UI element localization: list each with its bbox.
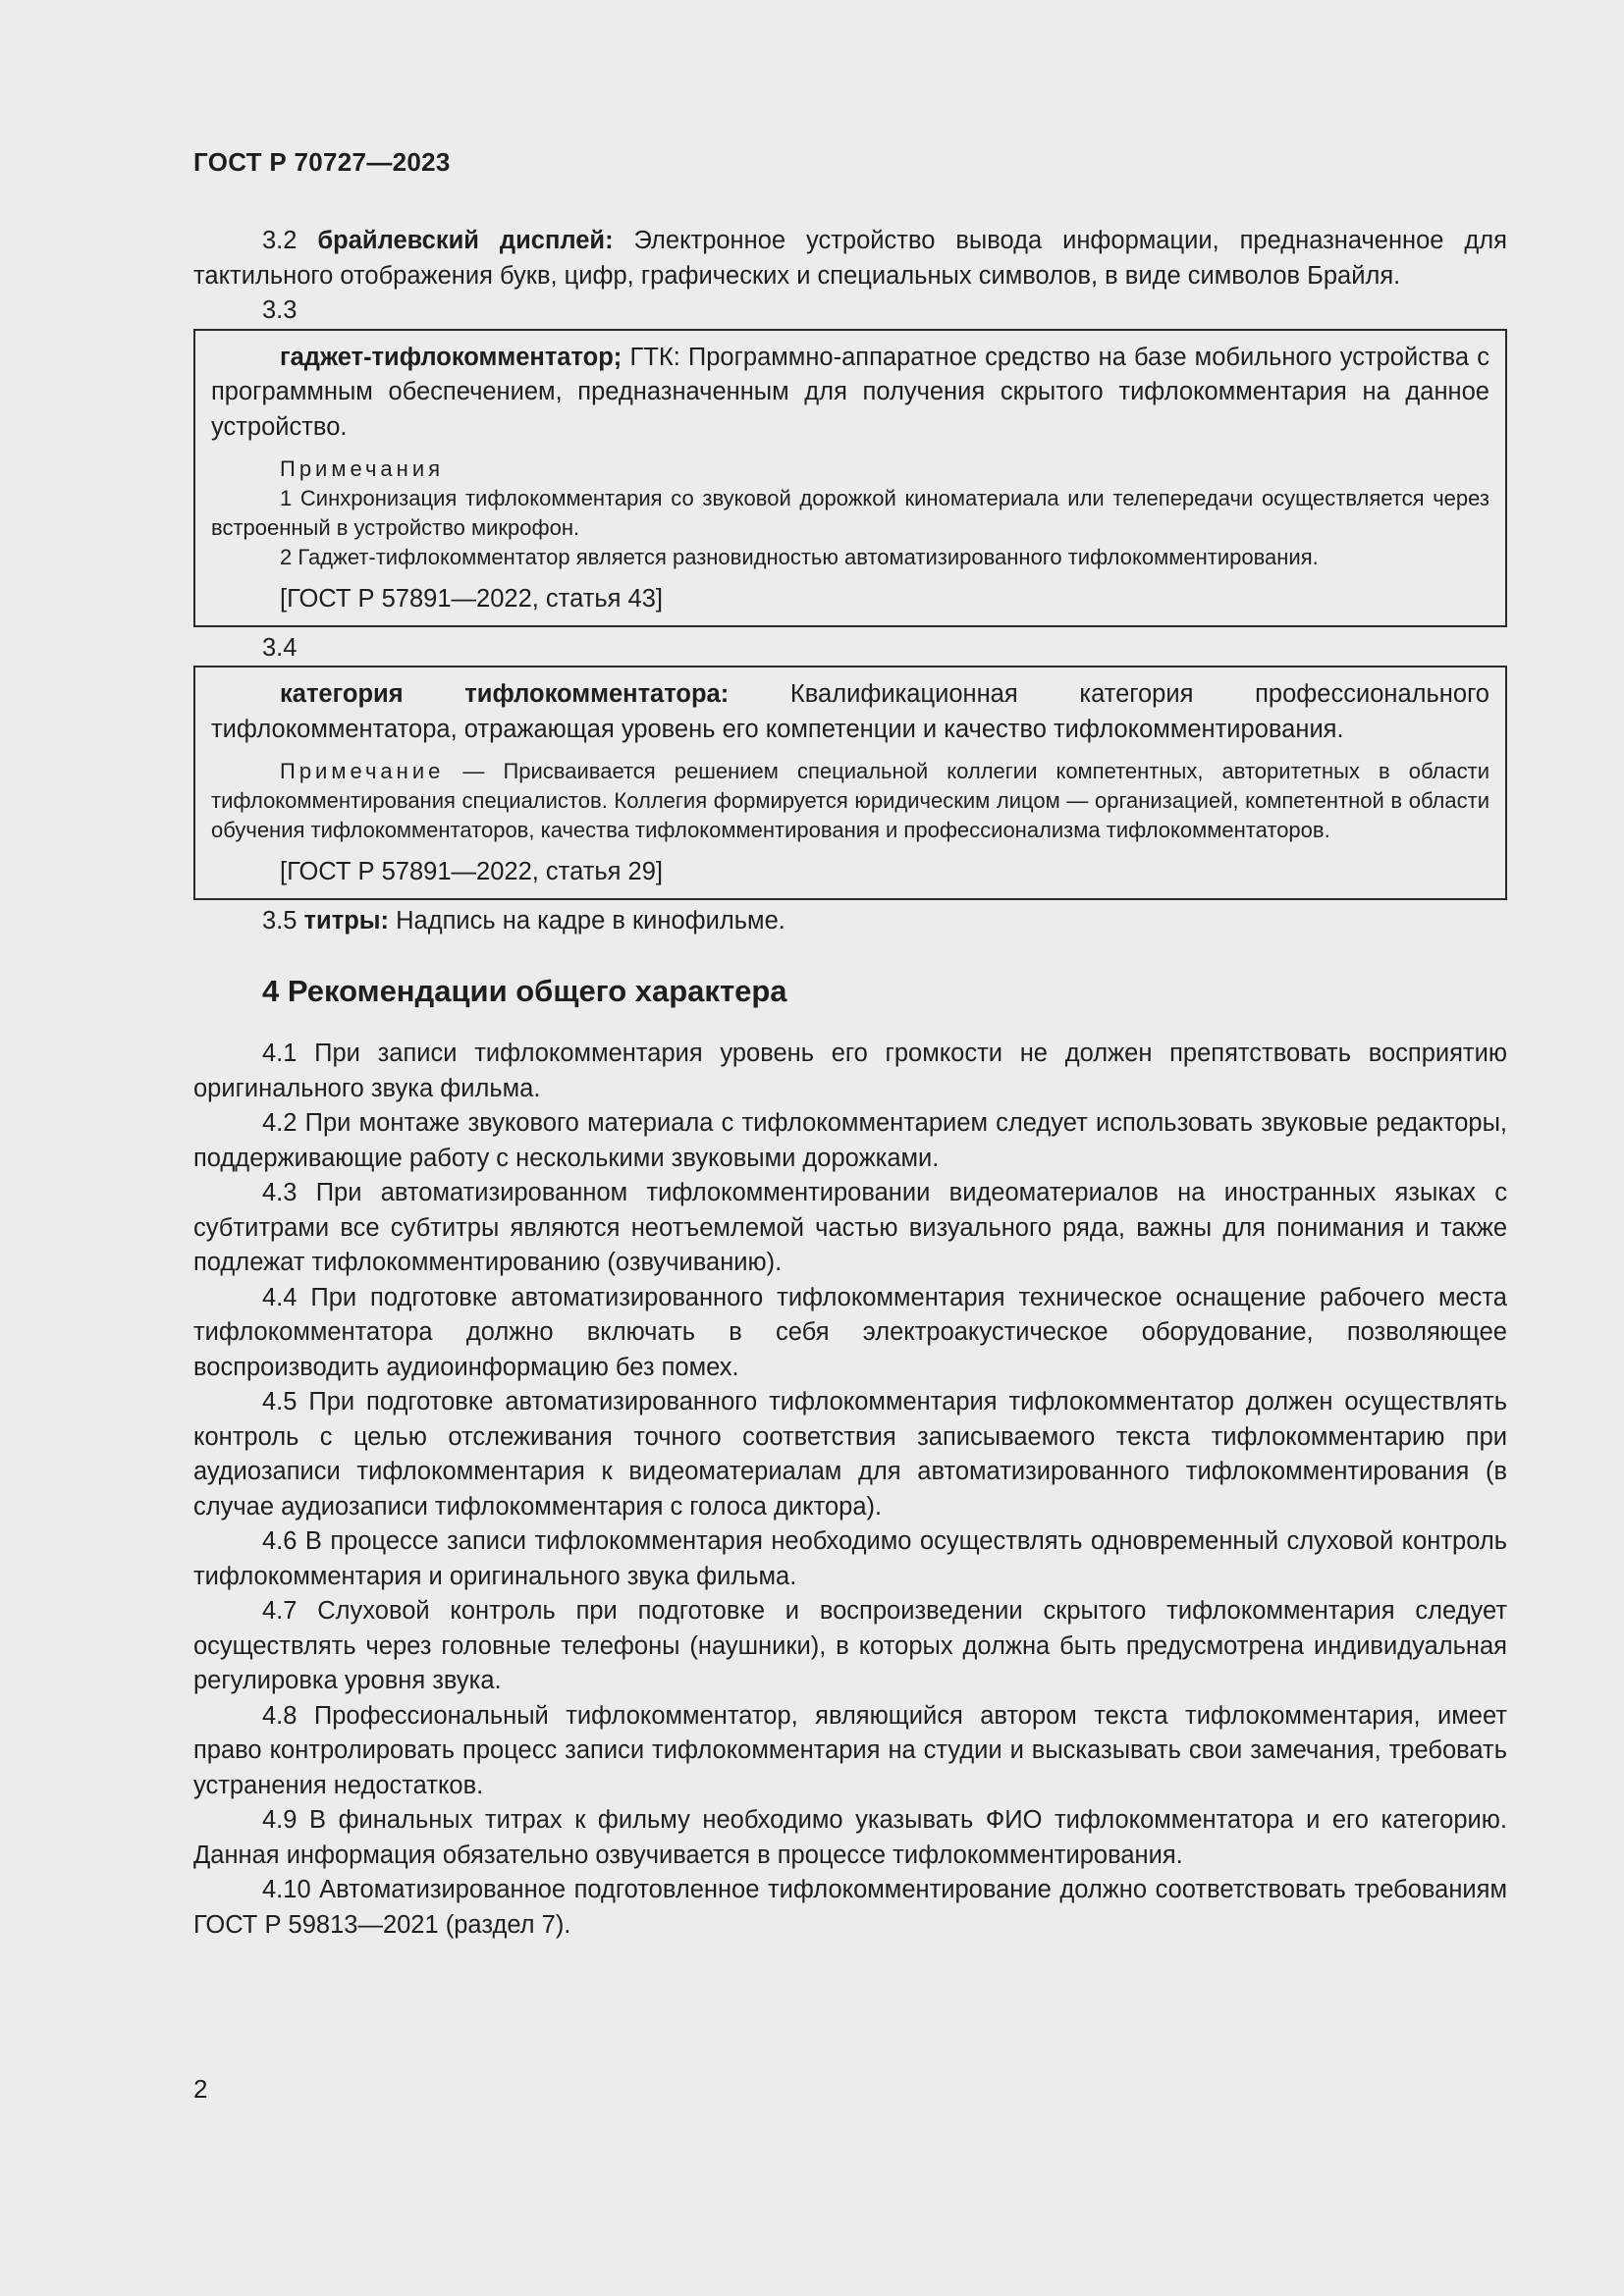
- section-4-item-text: В финальных титрах к фильму необходимо указывать ФИО тифлокомментатора и его категорию. Данная информация обязательно озвучивается в процессе тифлокомментирования.: [193, 1806, 1508, 1869]
- term-3-4-term: категория тифлокомментатора:: [280, 680, 730, 708]
- section-4-item-num: 4.2: [262, 1109, 298, 1137]
- section-4-item-num: 4.6: [262, 1527, 298, 1555]
- term-3-4-note-text: — Присваивается решением специальной коллегии компетентных, авторитетных в области тифлокомментирования специалистов. Коллегия формируется юридическим лицом — организацией, компетентной в области обучения тифлокомментаторов, качества тифлокомментирования и профессионализма тифлокомментаторов.: [211, 759, 1489, 842]
- section-4-item-num: 4.5: [262, 1388, 298, 1415]
- section-4-item-text: Автоматизированное подготовленное тифлокомментирование должно соответствовать требованиям ГОСТ Р 59813—2021 (раздел 7).: [193, 1876, 1507, 1939]
- term-3-3-source: [ГОСТ Р 57891—2022, статья 43]: [280, 585, 663, 613]
- term-3-3-note-2: 2 Гаджет-тифлокомментатор является разновидностью автоматизированного тифлокомментирования.: [280, 545, 1319, 569]
- term-3-3-text: ГТК: Программно-аппаратное средство на базе мобильного устройства с программным обеспечением, предназначенным для получения скрытого тифлокомментария на данное устройство.: [211, 343, 1489, 441]
- term-3-5-term: титры:: [303, 906, 390, 934]
- section-4-item-text: Слуховой контроль при подготовке и воспроизведении скрытого тифлокомментария следует осуществлять через головные телефоны (наушники), в которых должна быть предусмотрена индивидуальная регулировка уровня звука.: [193, 1597, 1507, 1694]
- section-4-item-num: 4.1: [262, 1040, 298, 1067]
- term-3-4-text: Квалификационная категория профессионального тифлокомментатора, отражающая уровень его компетенции и качество тифлокомментирования.: [211, 680, 1489, 743]
- section-4-item-text: В процессе записи тифлокомментария необходимо осуществлять одновременный слуховой контроль тифлокомментария и оригинального звука фильма.: [193, 1527, 1507, 1590]
- section-4-item-text: При автоматизированном тифлокомментировании видеоматериалов на иностранных языках с субтитрами все субтитры являются неотъемлемой частью визуального ряда, важны для понимания и также подлежат тифлокомментированию (озвучиванию).: [193, 1179, 1507, 1276]
- term-3-2-num: 3.2: [262, 227, 298, 254]
- term-3-3-note-1: 1 Синхронизация тифлокомментария со звуковой дорожкой киноматериала или телепередачи осуществляется через встроенный в устройство микрофон.: [211, 486, 1489, 540]
- section-4-item: [193, 1524, 1507, 1594]
- term-3-3-number: 3.3: [262, 296, 298, 324]
- section-4-item-num: 4.9: [262, 1806, 298, 1834]
- term-3-2: [193, 224, 1507, 294]
- term-3-3-definition: [211, 341, 1489, 446]
- section-4-item: [193, 1385, 1507, 1524]
- term-3-4-note: [211, 757, 1489, 845]
- term-3-4-box: [193, 666, 1507, 900]
- document-body: [193, 224, 1507, 1943]
- term-3-4-number: 3.4: [262, 633, 298, 662]
- term-3-4-source: [ГОСТ Р 57891—2022, статья 29]: [280, 858, 663, 885]
- term-3-3-box: [193, 329, 1507, 627]
- section-4-item: [193, 1594, 1507, 1699]
- section-4-item-text: При подготовке автоматизированного тифлокомментария тифлокомментатор должен осуществлять контроль с целью отслеживания точного соответствия записываемого текста тифлокомментарию при аудиозаписи тифлокомментария к видеоматериалам для автоматизированного тифлокомментирования (в случае аудиозаписи тифлокомментария с голоса диктора).: [193, 1388, 1507, 1521]
- section-4-item: [193, 1873, 1507, 1943]
- section-4-item-num: 4.3: [262, 1179, 298, 1206]
- section-4-item: [193, 1037, 1507, 1106]
- section-4-item-num: 4.10: [262, 1876, 311, 1903]
- section-4-item: [193, 1176, 1507, 1281]
- section-4-item-text: При подготовке автоматизированного тифлокомментария техническое оснащение рабочего места тифлокомментатора должно включать в себя электроакустическое оборудование, позволяющее воспроизводить аудиоинформацию без помех.: [193, 1283, 1507, 1381]
- section-4-item: [193, 1699, 1507, 1804]
- term-3-3-term: гаджет-тифлокомментатор;: [280, 343, 623, 371]
- term-3-4-definition: [211, 677, 1489, 747]
- section-4-item-text: При записи тифлокомментария уровень его громкости не должен препятствовать восприятию оригинального звука фильма.: [193, 1040, 1507, 1102]
- document-header: ГОСТ Р 70727—2023: [193, 147, 451, 177]
- section-4-item-text: При монтаже звукового материала с тифлокомментарием следует использовать звуковые редакторы, поддерживающие работу с несколькими звуковыми дорожками.: [193, 1109, 1508, 1172]
- section-4-item-num: 4.8: [262, 1701, 298, 1730]
- section-4-item-text: Профессиональный тифлокомментатор, являющийся автором текста тифлокомментария, имеет право контролировать процесс записи тифлокомментария на студии и высказывать свои замечания, требовать устранения недостатков.: [193, 1701, 1508, 1799]
- term-3-5-text: Надпись на кадре в кинофильме.: [396, 906, 785, 934]
- term-3-5: [193, 904, 1507, 939]
- section-4-item: [193, 1803, 1507, 1873]
- section-4-item: [193, 1281, 1507, 1386]
- section-4-title: 4 Рекомендации общего характера: [262, 974, 787, 1008]
- section-4-item-num: 4.7: [262, 1597, 298, 1625]
- section-4-list: [193, 1037, 1507, 1943]
- term-3-3-notes-head: Примечания: [280, 456, 445, 481]
- page-number: 2: [193, 2074, 208, 2104]
- term-3-2-term: брайлевский дисплей:: [317, 227, 614, 254]
- section-4-item: [193, 1106, 1507, 1176]
- section-4-item-num: 4.4: [262, 1283, 298, 1311]
- term-3-4-note-label: Примечание: [280, 759, 445, 783]
- term-3-5-num: 3.5: [262, 906, 298, 934]
- term-3-2-text: Электронное устройство вывода информации, предназначенное для тактильного отображения букв, цифр, графических и специальных символов, в виде символов Брайля.: [193, 227, 1507, 290]
